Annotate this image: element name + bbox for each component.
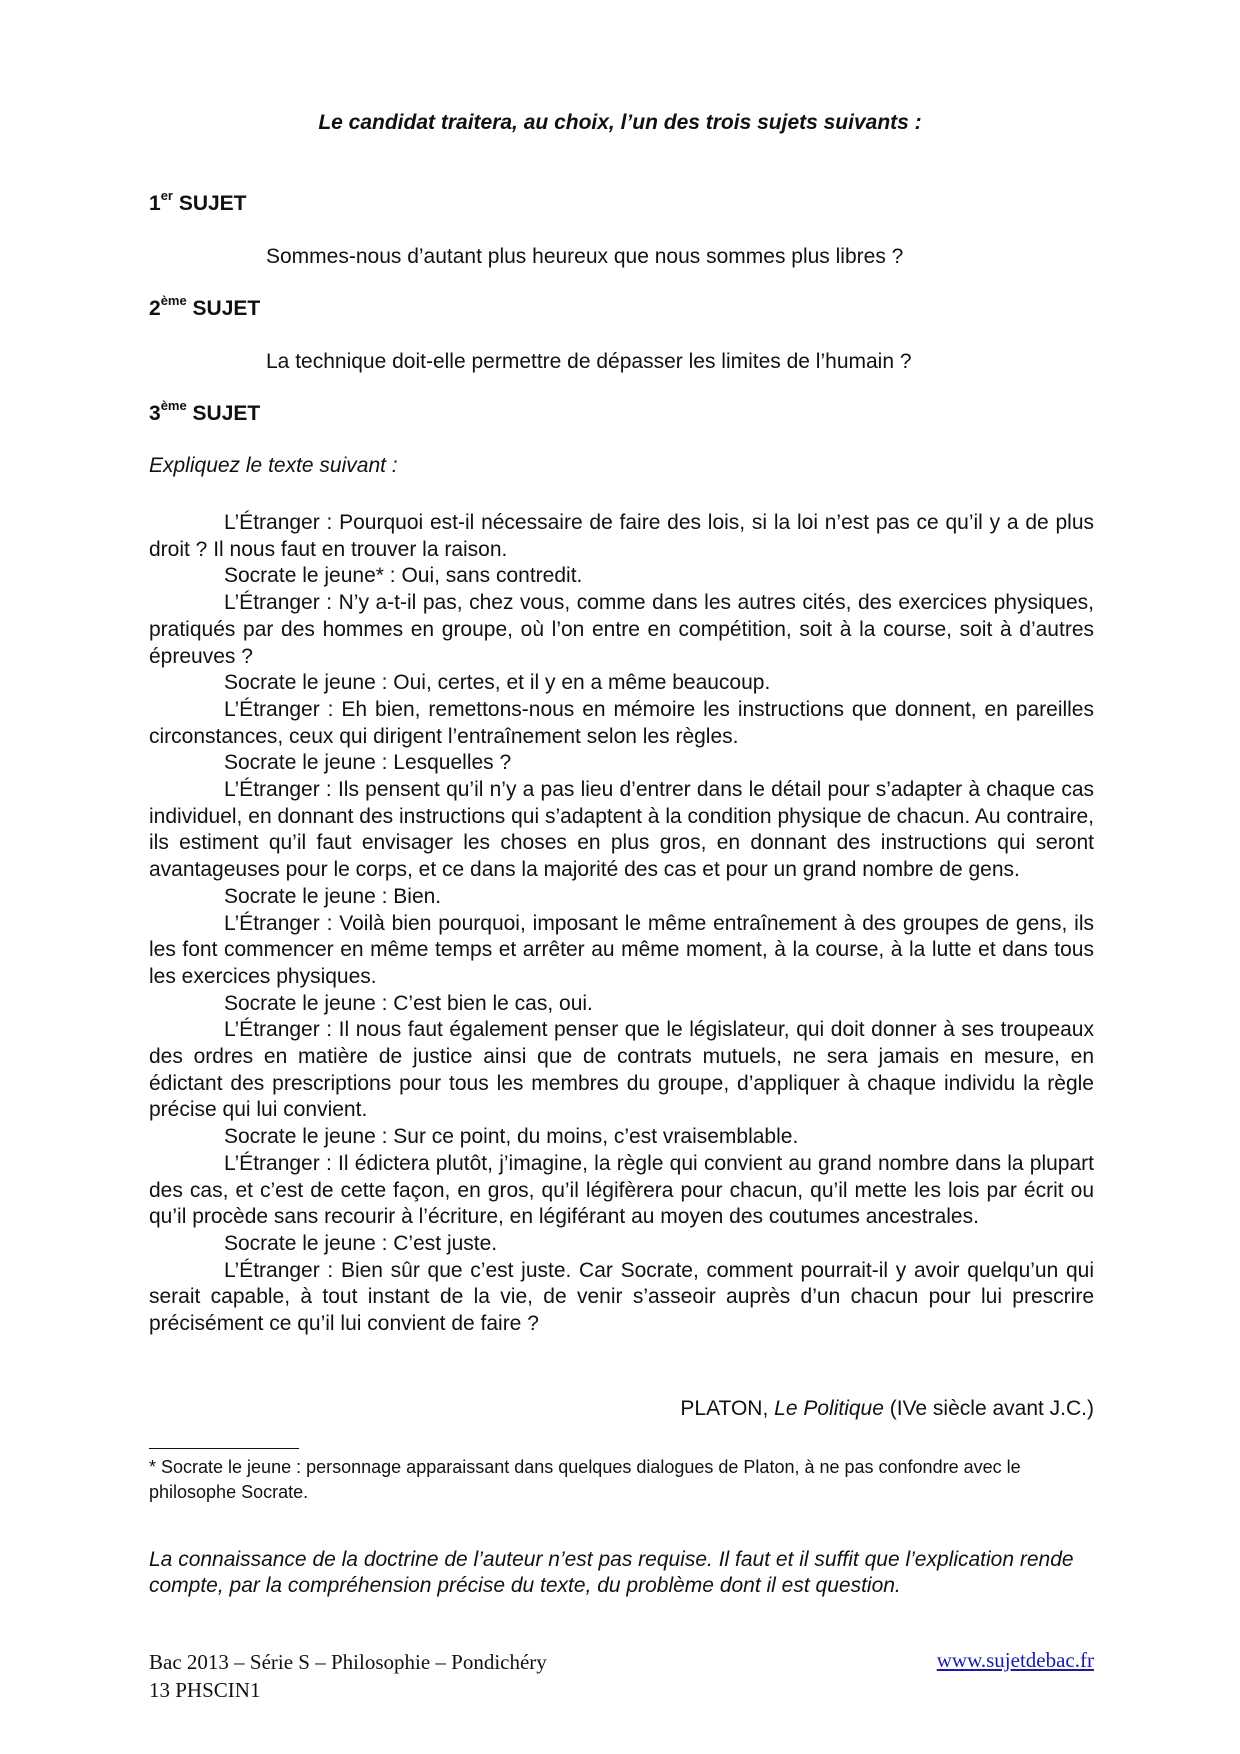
sujet-2-question: La technique doit-elle permettre de dépasser les limites de l’humain ? <box>266 350 912 373</box>
dialogue-line: L’Étranger : N’y a-t-il pas, chez vous, comme dans les autres cités, des exercices physiques, pratiqués par des hommes en groupe, où l’on entre en compétition, soit à la course, soit à d’autres épreuves ? <box>149 591 1094 668</box>
platon-text <box>149 510 1094 1338</box>
dialogue-line: L’Étranger : Bien sûr que c’est juste. Car Socrate, comment pourrait-il y avoir quelqu’un qui serait capable, à tout instant de la vie, de venir s’asseoir auprès d’un chacun pour lui prescrire précisément ce qu’il lui convient de faire ? <box>149 1258 1094 1336</box>
dialogue-line: L’Étranger : Pourquoi est-il nécessaire de faire des lois, si la loi n’est pas ce qu’il y a de plus droit ? Il nous faut en trouver la raison. <box>149 511 1094 561</box>
dialogue-line: Socrate le jeune : C’est bien le cas, oui. <box>224 991 593 1015</box>
footer-exam-code: 13 PHSCIN1 <box>149 1678 261 1702</box>
sujet-1-question: Sommes-nous d’autant plus heureux que nous sommes plus libres ? <box>266 245 904 268</box>
sujetdebac-link[interactable]: www.sujetdebac.fr <box>936 1648 1094 1672</box>
dialogue-line: Socrate le jeune : Oui, certes, et il y en a même beaucoup. <box>224 671 771 695</box>
dialogue-line: Socrate le jeune : Bien. <box>224 884 442 908</box>
dialogue-line: Socrate le jeune : Sur ce point, du moins, c’est vraisemblable. <box>224 1125 799 1149</box>
sujet-1-heading: 1er SUJET <box>149 188 247 215</box>
instructions-heading: Le candidat traitera, au choix, l’un des trois sujets suivants : <box>318 111 922 134</box>
dialogue-line: Socrate le jeune* : Oui, sans contredit. <box>224 564 583 588</box>
footnote: * Socrate le jeune : personnage apparaissant dans quelques dialogues de Platon, à ne pas confondre avec le philosophe Socrate. <box>149 1457 1021 1502</box>
dialogue-line: Socrate le jeune : Lesquelles ? <box>224 751 512 775</box>
dialogue-line: L’Étranger : Il nous faut également penser que le législateur, qui doit donner à ses troupeaux des ordres en matière de justice ainsi que de contrats mutuels, ne sera jamais en mesure, en édictant des prescriptions pour tous les membres du groupe, d’appliquer à chaque individu la règle précise qui lui convient. <box>149 1018 1094 1122</box>
dialogue-line: L’Étranger : Il édictera plutôt, j’imagine, la règle qui convient au grand nombre dans la plupart des cas, et c’est de cette façon, en gros, qu’il légifèrera pour chacun, qu’il mette les lois par écrit ou qu’il procède sans recourir à l’écriture, en légiférant au moyen des coutumes ancestrales. <box>149 1151 1094 1229</box>
dialogue-line: L’Étranger : Eh bien, remettons-nous en mémoire les instructions que donnent, en pareilles circonstances, ceux qui dirigent l’entraînement selon les règles. <box>149 697 1094 748</box>
sujet-3-heading: 3ème SUJET <box>149 398 261 425</box>
dialogue-line: Socrate le jeune : C’est juste. <box>224 1231 498 1255</box>
page-footer <box>149 1648 547 1704</box>
dialogue-line: L’Étranger : Ils pensent qu’il n’y a pas lieu d’entrer dans le détail pour s’adapter à chaque cas individuel, en donnant des instructions qui s’adaptent à la condition physique de chacun. Au contraire, ils estiment qu’il faut envisager les choses en plus gros, en donnant des instructions qui seront avantageuses pour le corps, et ce dans la majorité des cas et pour un grand nombre de gens. <box>149 778 1094 882</box>
sujet-2-heading: 2ème SUJET <box>149 293 261 320</box>
text-source: PLATON, Le Politique (IVe siècle avant J.C.) <box>680 1397 1094 1420</box>
dialogue-line: L’Étranger : Voilà bien pourquoi, imposant le même entraînement à des groupes de gens, ils les font commencer en même temps et arrêter au même moment, à la course, à la lutte et dans tous les exercices physiques. <box>149 911 1094 988</box>
footer-exam-title: Bac 2013 – Série S – Philosophie – Pondichéry <box>149 1650 547 1674</box>
explain-label: Expliquez le texte suivant : <box>149 454 398 477</box>
consigne: La connaissance de la doctrine de l’auteur n’est pas requise. Il faut et il suffit que l’explication rende compte, par la compréhension précise du texte, du problème dont il est question. <box>149 1548 1074 1597</box>
footnote-rule <box>149 1448 299 1449</box>
